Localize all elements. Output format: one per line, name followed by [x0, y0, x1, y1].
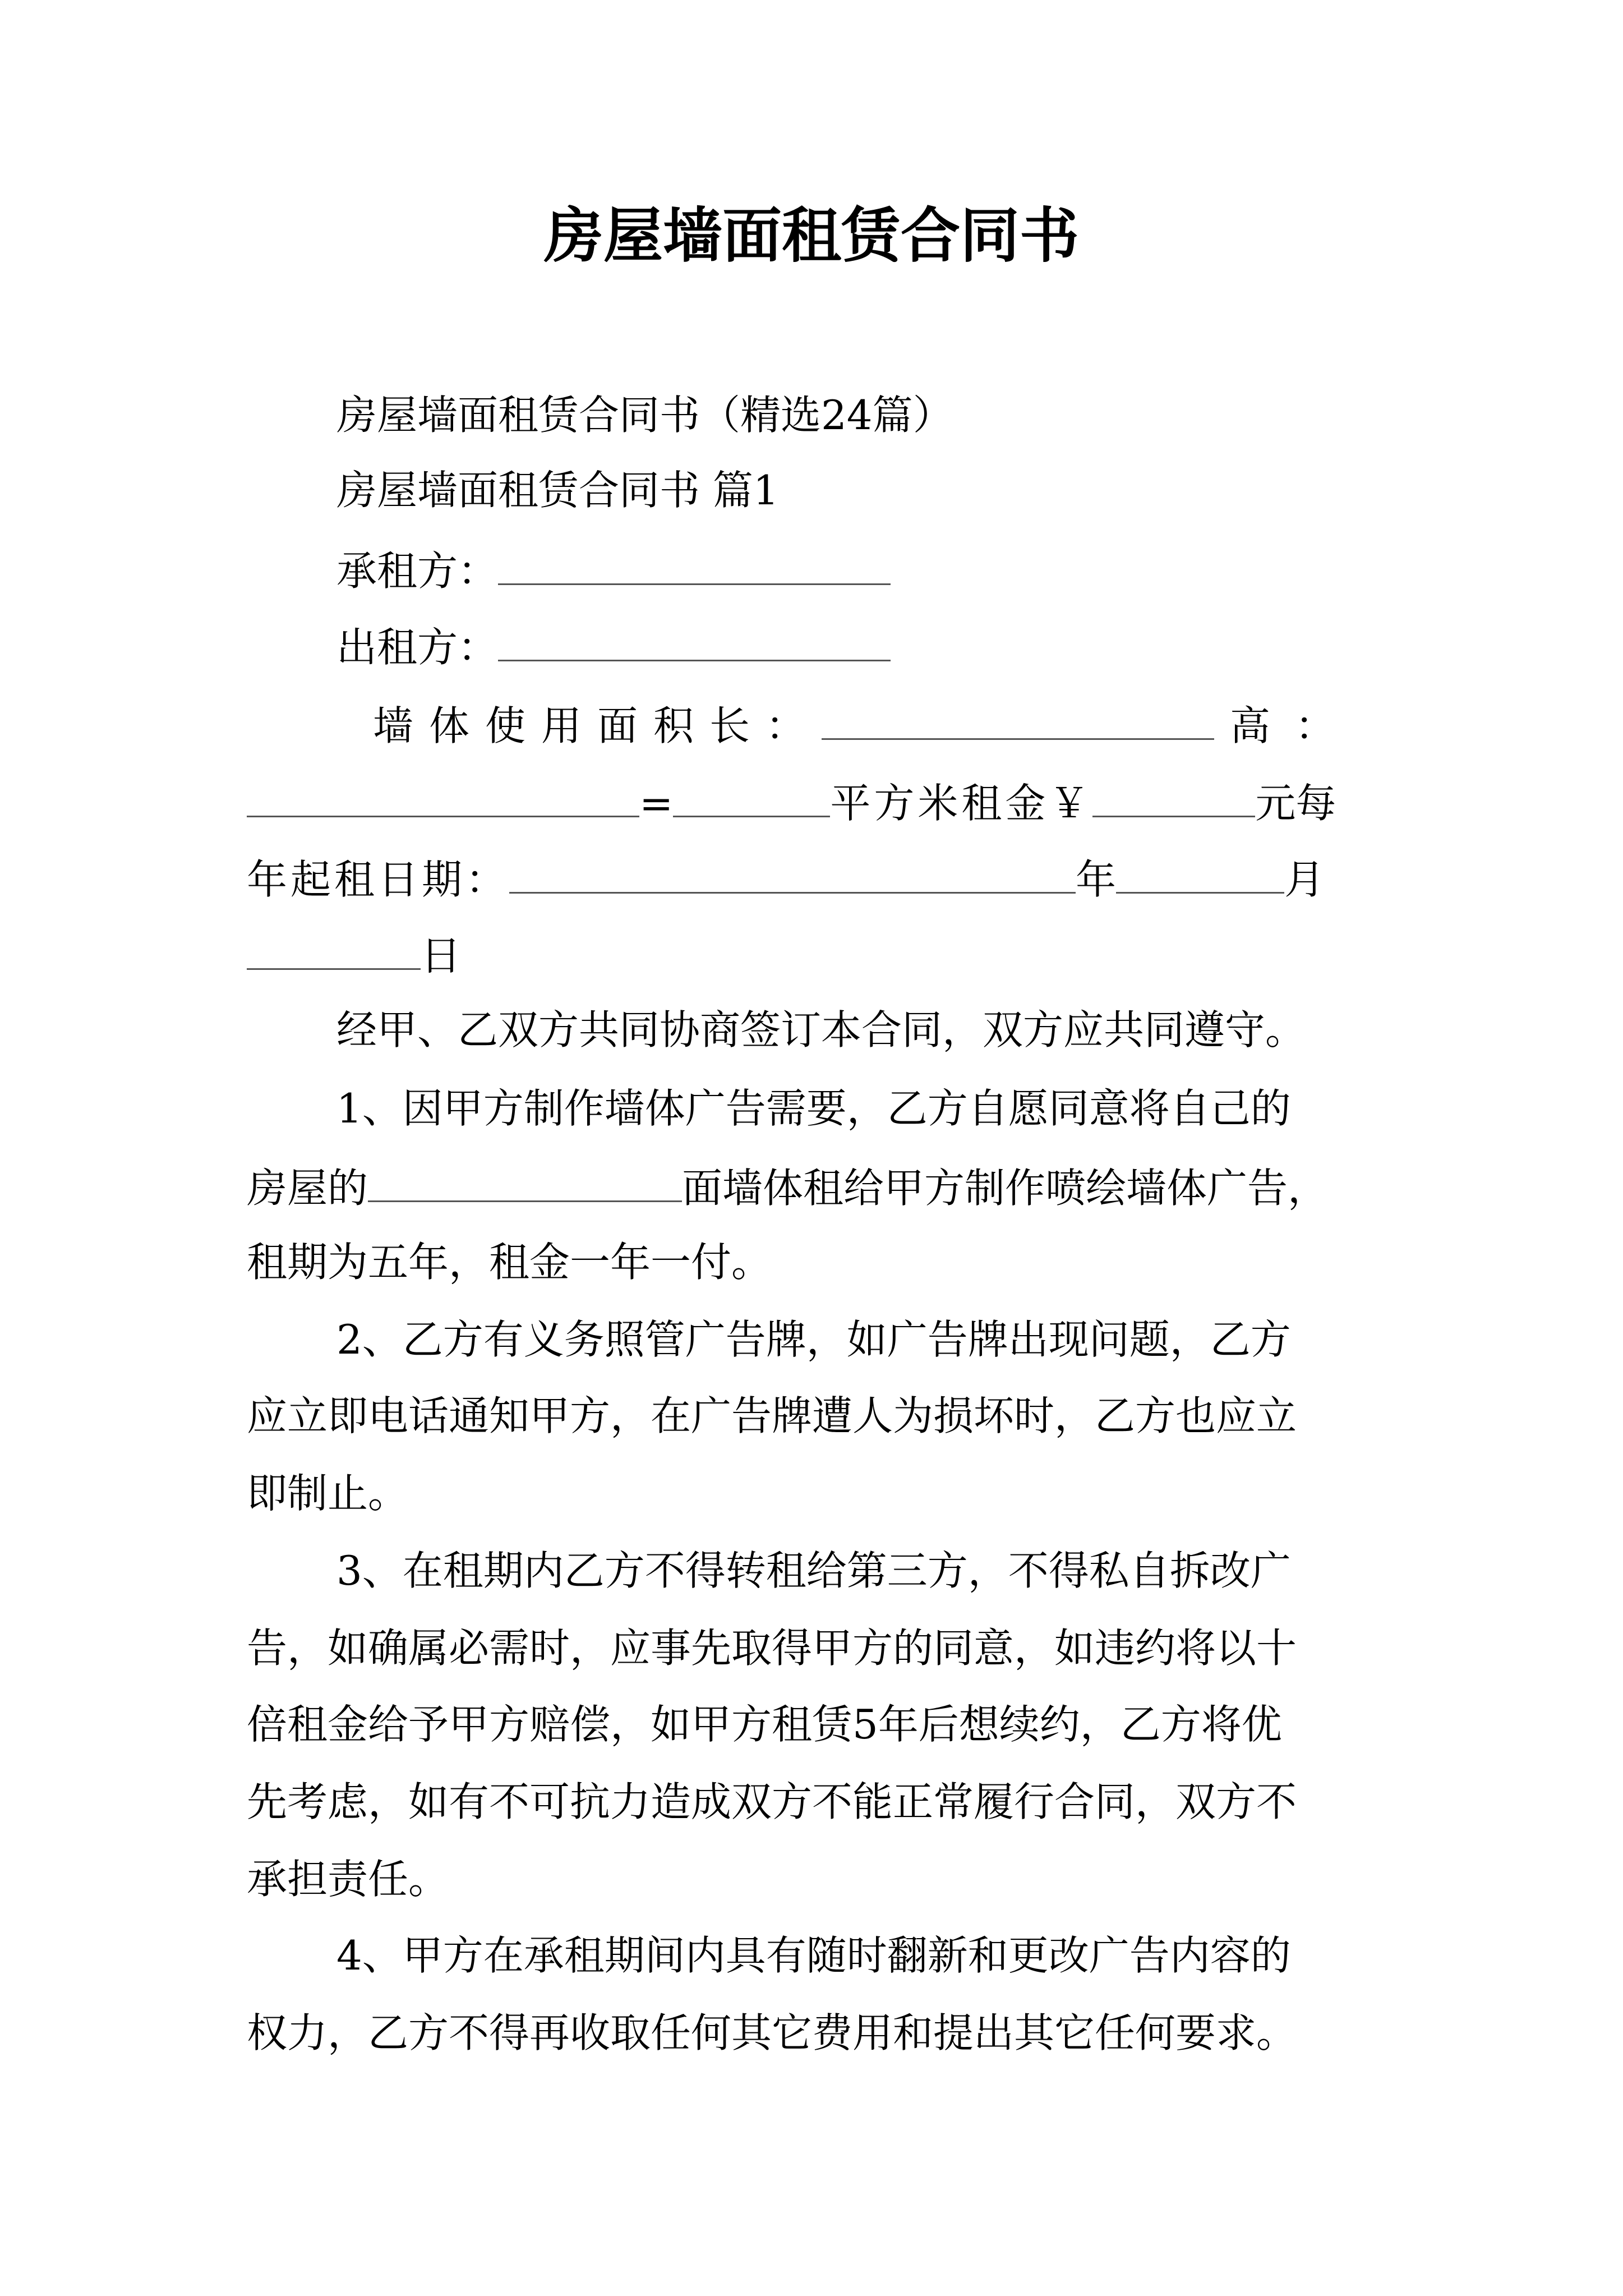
wall-area-char: 使 — [485, 702, 526, 749]
clause3-line4: 先考虑，如有不可抗力造成双方不能正常履行合同，双方不 — [247, 1778, 1297, 1825]
area-blank — [673, 772, 830, 817]
day-label: 日 — [421, 932, 462, 979]
clause2-line3: 即制止。 — [247, 1470, 409, 1517]
document-title: 房屋墙面租赁合同书 — [544, 200, 1079, 270]
length-blank — [822, 694, 1214, 740]
wall-area-char: 用 — [541, 702, 582, 749]
sqm-rent-label: 平方米租金￥ — [830, 780, 1093, 827]
clause4-line2: 权力，乙方不得再收取任何其它费用和提出其它任何要求。 — [247, 2009, 1297, 2056]
wall-area-char: 积 — [653, 702, 694, 749]
month-label: 月 — [1284, 856, 1325, 903]
yuan-per-label: 元每 — [1255, 780, 1336, 827]
start-date-line — [247, 848, 1325, 908]
wall-area-char: 面 — [597, 702, 638, 749]
clause1-suffix: 面墙体租给甲方制作喷绘墙体广告， — [682, 1165, 1329, 1212]
clause2-line2: 应立即电话通知甲方，在广告牌遭人为损坏时，乙方也应立 — [247, 1392, 1297, 1439]
height-label: 高： — [1229, 702, 1360, 749]
clause3-line2: 告，如确属必需时，应事先取得甲方的同意，如违约将以十 — [247, 1625, 1297, 1672]
clause3-line1: 3、在租期内乙方不得转租给第三方，不得私自拆改广 — [336, 1547, 1291, 1594]
day-blank — [247, 924, 421, 970]
wall-area-char: 长 — [709, 702, 750, 749]
start-date-label: 年起租日期： — [247, 856, 510, 903]
wall-area-line — [373, 694, 1360, 754]
equals-sign: = — [639, 780, 674, 827]
wall-area-char: 墙 — [373, 702, 414, 749]
section-heading: 房屋墙面租赁合同书 篇1 — [336, 467, 779, 514]
lessor-line — [336, 616, 891, 675]
lessee-line — [336, 540, 891, 599]
clause3-line3: 倍租金给予甲方赔偿，如甲方租赁5年后想续约，乙方将优 — [247, 1701, 1282, 1748]
clause1-line2 — [247, 1157, 1328, 1216]
wall-area-char: 体 — [429, 702, 470, 749]
document-subtitle: 房屋墙面租赁合同书（精选24篇） — [336, 392, 953, 439]
rent-line — [247, 772, 1336, 831]
rent-blank — [1092, 772, 1255, 817]
clause1-line3: 租期为五年，租金一年一付。 — [247, 1239, 772, 1286]
lessor-label: 出租方： — [336, 624, 499, 671]
clause2-line1: 2、乙方有义务照管广告牌，如广告牌出现问题，乙方 — [336, 1316, 1291, 1363]
clause1-line1: 1、因甲方制作墙体广告需要，乙方自愿同意将自己的 — [336, 1085, 1291, 1132]
clause3-line5: 承担责任。 — [247, 1856, 449, 1903]
wall-area-char: ： — [766, 702, 806, 749]
year-blank — [509, 848, 1076, 894]
height-blank — [247, 772, 639, 817]
day-line — [247, 924, 461, 984]
intro-paragraph: 经甲、乙双方共同协商签订本合同，双方应共同遵守。 — [336, 1006, 1306, 1053]
lessee-label: 承租方： — [336, 547, 499, 595]
clause1-prefix: 房屋的 — [247, 1165, 368, 1212]
lessor-blank — [498, 616, 891, 661]
wall-side-blank — [368, 1157, 682, 1202]
clause4-line1: 4、甲方在承租期间内具有随时翻新和更改广告内容的 — [336, 1932, 1291, 1979]
month-blank — [1116, 848, 1284, 894]
year-label: 年 — [1076, 856, 1117, 903]
lessee-blank — [498, 540, 891, 585]
